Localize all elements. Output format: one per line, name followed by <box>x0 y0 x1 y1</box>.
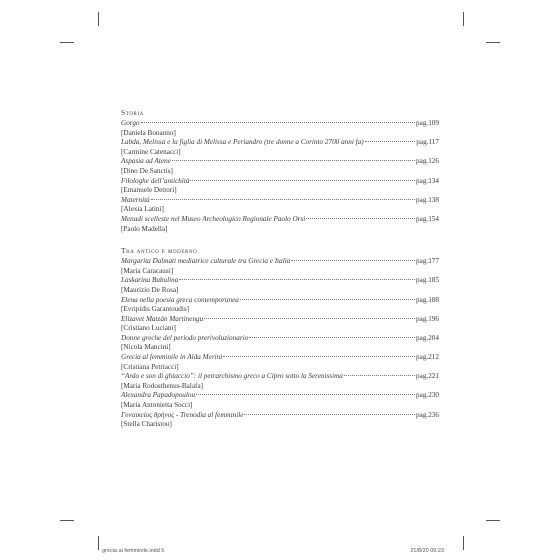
print-slug <box>102 548 444 554</box>
toc-entry-line <box>121 276 439 286</box>
toc-entry <box>121 411 439 430</box>
entry-title: Maternità <box>121 195 150 204</box>
entry-page-number: pag.117 <box>416 138 439 147</box>
crop-mark-right-top <box>486 42 500 43</box>
dot-leader <box>172 160 415 161</box>
toc-entry <box>121 138 439 157</box>
section-heading: Tra antico e moderno <box>121 246 198 256</box>
crop-mark-left-top <box>60 42 74 43</box>
section-heading: Storia <box>121 108 144 117</box>
toc-entry <box>121 296 439 315</box>
entry-author: [Maurizio De Rosa] <box>121 285 179 294</box>
slug-filename: grecia al femminile.indd 5 <box>102 548 165 554</box>
entry-author: [Maria Caracausi] <box>121 266 174 275</box>
toc-entry-line <box>121 315 439 325</box>
entry-title: Filologhe dell’antichità <box>121 176 190 185</box>
entry-author: [Paolo Madella] <box>121 224 168 233</box>
entry-title: Gorgo <box>121 119 140 127</box>
entry-page-number: pag.212 <box>416 353 439 362</box>
entry-author: [Evripidis Garantoudis] <box>121 305 190 314</box>
section-gap <box>121 234 439 246</box>
dot-leader <box>249 337 415 338</box>
entry-page-number: pag.185 <box>416 276 439 285</box>
entry-page-number: pag.109 <box>416 119 439 127</box>
entry-title: Laskarina Bubulina <box>121 276 179 285</box>
toc-entry <box>121 196 439 215</box>
entry-page-number: pag.204 <box>416 333 439 342</box>
toc-entry <box>121 177 439 196</box>
entry-author: [Nicola Mancini] <box>121 343 171 352</box>
entry-page-number: pag.221 <box>416 372 439 381</box>
entry-author: [Alexia Latini] <box>121 205 164 214</box>
crop-mark-top-left <box>98 12 99 26</box>
crop-mark-bottom-right <box>463 536 464 550</box>
toc-entry-line <box>121 157 439 167</box>
slug-timestamp: 21/8/20 09:23 <box>410 548 444 554</box>
toc-entry-line <box>121 372 439 382</box>
entry-title: “Ardo e son di ghiaccio”: il petrarchismo greco a Cipro sotto la Serenissima <box>121 372 343 381</box>
entry-title: Aspasia ad Atene <box>121 157 171 166</box>
toc-entry-line <box>121 411 439 421</box>
dot-leader <box>240 299 415 300</box>
toc-entry-line <box>121 257 439 267</box>
entry-author: [Stella Charistou] <box>121 420 172 429</box>
toc-entry-line <box>121 119 439 129</box>
entry-title: Alexandra Papadopoulou <box>121 391 196 400</box>
entry-author: [Daniela Bonanno] <box>121 128 176 137</box>
toc-entry-line <box>121 334 439 344</box>
toc-entry-line <box>121 138 439 148</box>
toc-entry <box>121 315 439 334</box>
entry-title: Grecia al femminile in Alda Merini <box>121 353 223 362</box>
toc-entry <box>121 119 439 138</box>
dot-leader <box>179 279 415 280</box>
entry-author: [Maria Rodosthenus-Balafa] <box>121 381 204 390</box>
entry-page-number: pag.134 <box>416 176 439 185</box>
toc-entry-line <box>121 196 439 206</box>
dot-leader <box>244 414 415 415</box>
entry-title: Menadi scelleste nel Museo Archeologico Regionale Paolo Orsi <box>121 214 306 223</box>
entry-page-number: pag.236 <box>416 410 439 419</box>
entry-author: [Emanuele Dettori] <box>121 186 177 195</box>
entry-title: Elizavet Matzàn Martinengu <box>121 314 204 323</box>
dot-leader <box>223 356 415 357</box>
table-of-contents <box>121 108 439 430</box>
toc-entry-line <box>121 353 439 363</box>
toc-entry <box>121 353 439 372</box>
entry-title: Donne greche del periodo prerivoluzionario <box>121 333 249 342</box>
entry-author: [Maria Antonietta Socci] <box>121 401 193 410</box>
crop-mark-right-bottom <box>486 520 500 521</box>
entry-page-number: pag.230 <box>416 391 439 400</box>
entry-page-number: pag.196 <box>416 314 439 323</box>
toc-entry <box>121 334 439 353</box>
entry-page-number: pag.138 <box>416 195 439 204</box>
entry-title: Margarita Dalmati mediatrice culturale tra Grecia e Italia <box>121 257 291 266</box>
dot-leader <box>365 141 416 142</box>
dot-leader <box>196 394 415 395</box>
toc-entry-line <box>121 391 439 401</box>
entry-author: [Cristiano Luciani] <box>121 324 176 333</box>
dot-leader <box>344 375 415 376</box>
crop-mark-left-bottom <box>60 520 74 521</box>
entry-author: [Carmine Catenacci] <box>121 147 181 156</box>
entry-title: Labda, Melissa e la figlia di Melissa e Periandro (tre donne a Corinto 2700 anni fa) <box>121 138 364 147</box>
toc-entry <box>121 157 439 176</box>
dot-leader <box>190 180 415 181</box>
toc-entry <box>121 215 439 234</box>
toc-entry-line <box>121 177 439 187</box>
dot-leader <box>141 122 416 123</box>
entry-author: [Cristiana Petriacci] <box>121 362 179 371</box>
toc-entry-line <box>121 296 439 306</box>
toc-entry-line <box>121 215 439 225</box>
dot-leader <box>204 318 415 319</box>
entry-page-number: pag.177 <box>416 257 439 266</box>
toc-entry <box>121 257 439 276</box>
crop-mark-top-right <box>463 12 464 26</box>
toc-entry <box>121 276 439 295</box>
toc-entry <box>121 372 439 391</box>
entry-title: Elena nella poesia greca contemporanea <box>121 295 239 304</box>
toc-entry <box>121 391 439 410</box>
dot-leader <box>151 199 415 200</box>
entry-page-number: pag.188 <box>416 295 439 304</box>
entry-page-number: pag.126 <box>416 157 439 166</box>
entry-author: [Dino De Sanctis] <box>121 166 173 175</box>
dot-leader <box>306 218 415 219</box>
entry-page-number: pag.154 <box>416 214 439 223</box>
entry-title: Γυναικείος θρήνος - Trenodia al femminile <box>121 410 244 419</box>
crop-mark-bottom-left <box>98 536 99 550</box>
dot-leader <box>291 260 415 261</box>
